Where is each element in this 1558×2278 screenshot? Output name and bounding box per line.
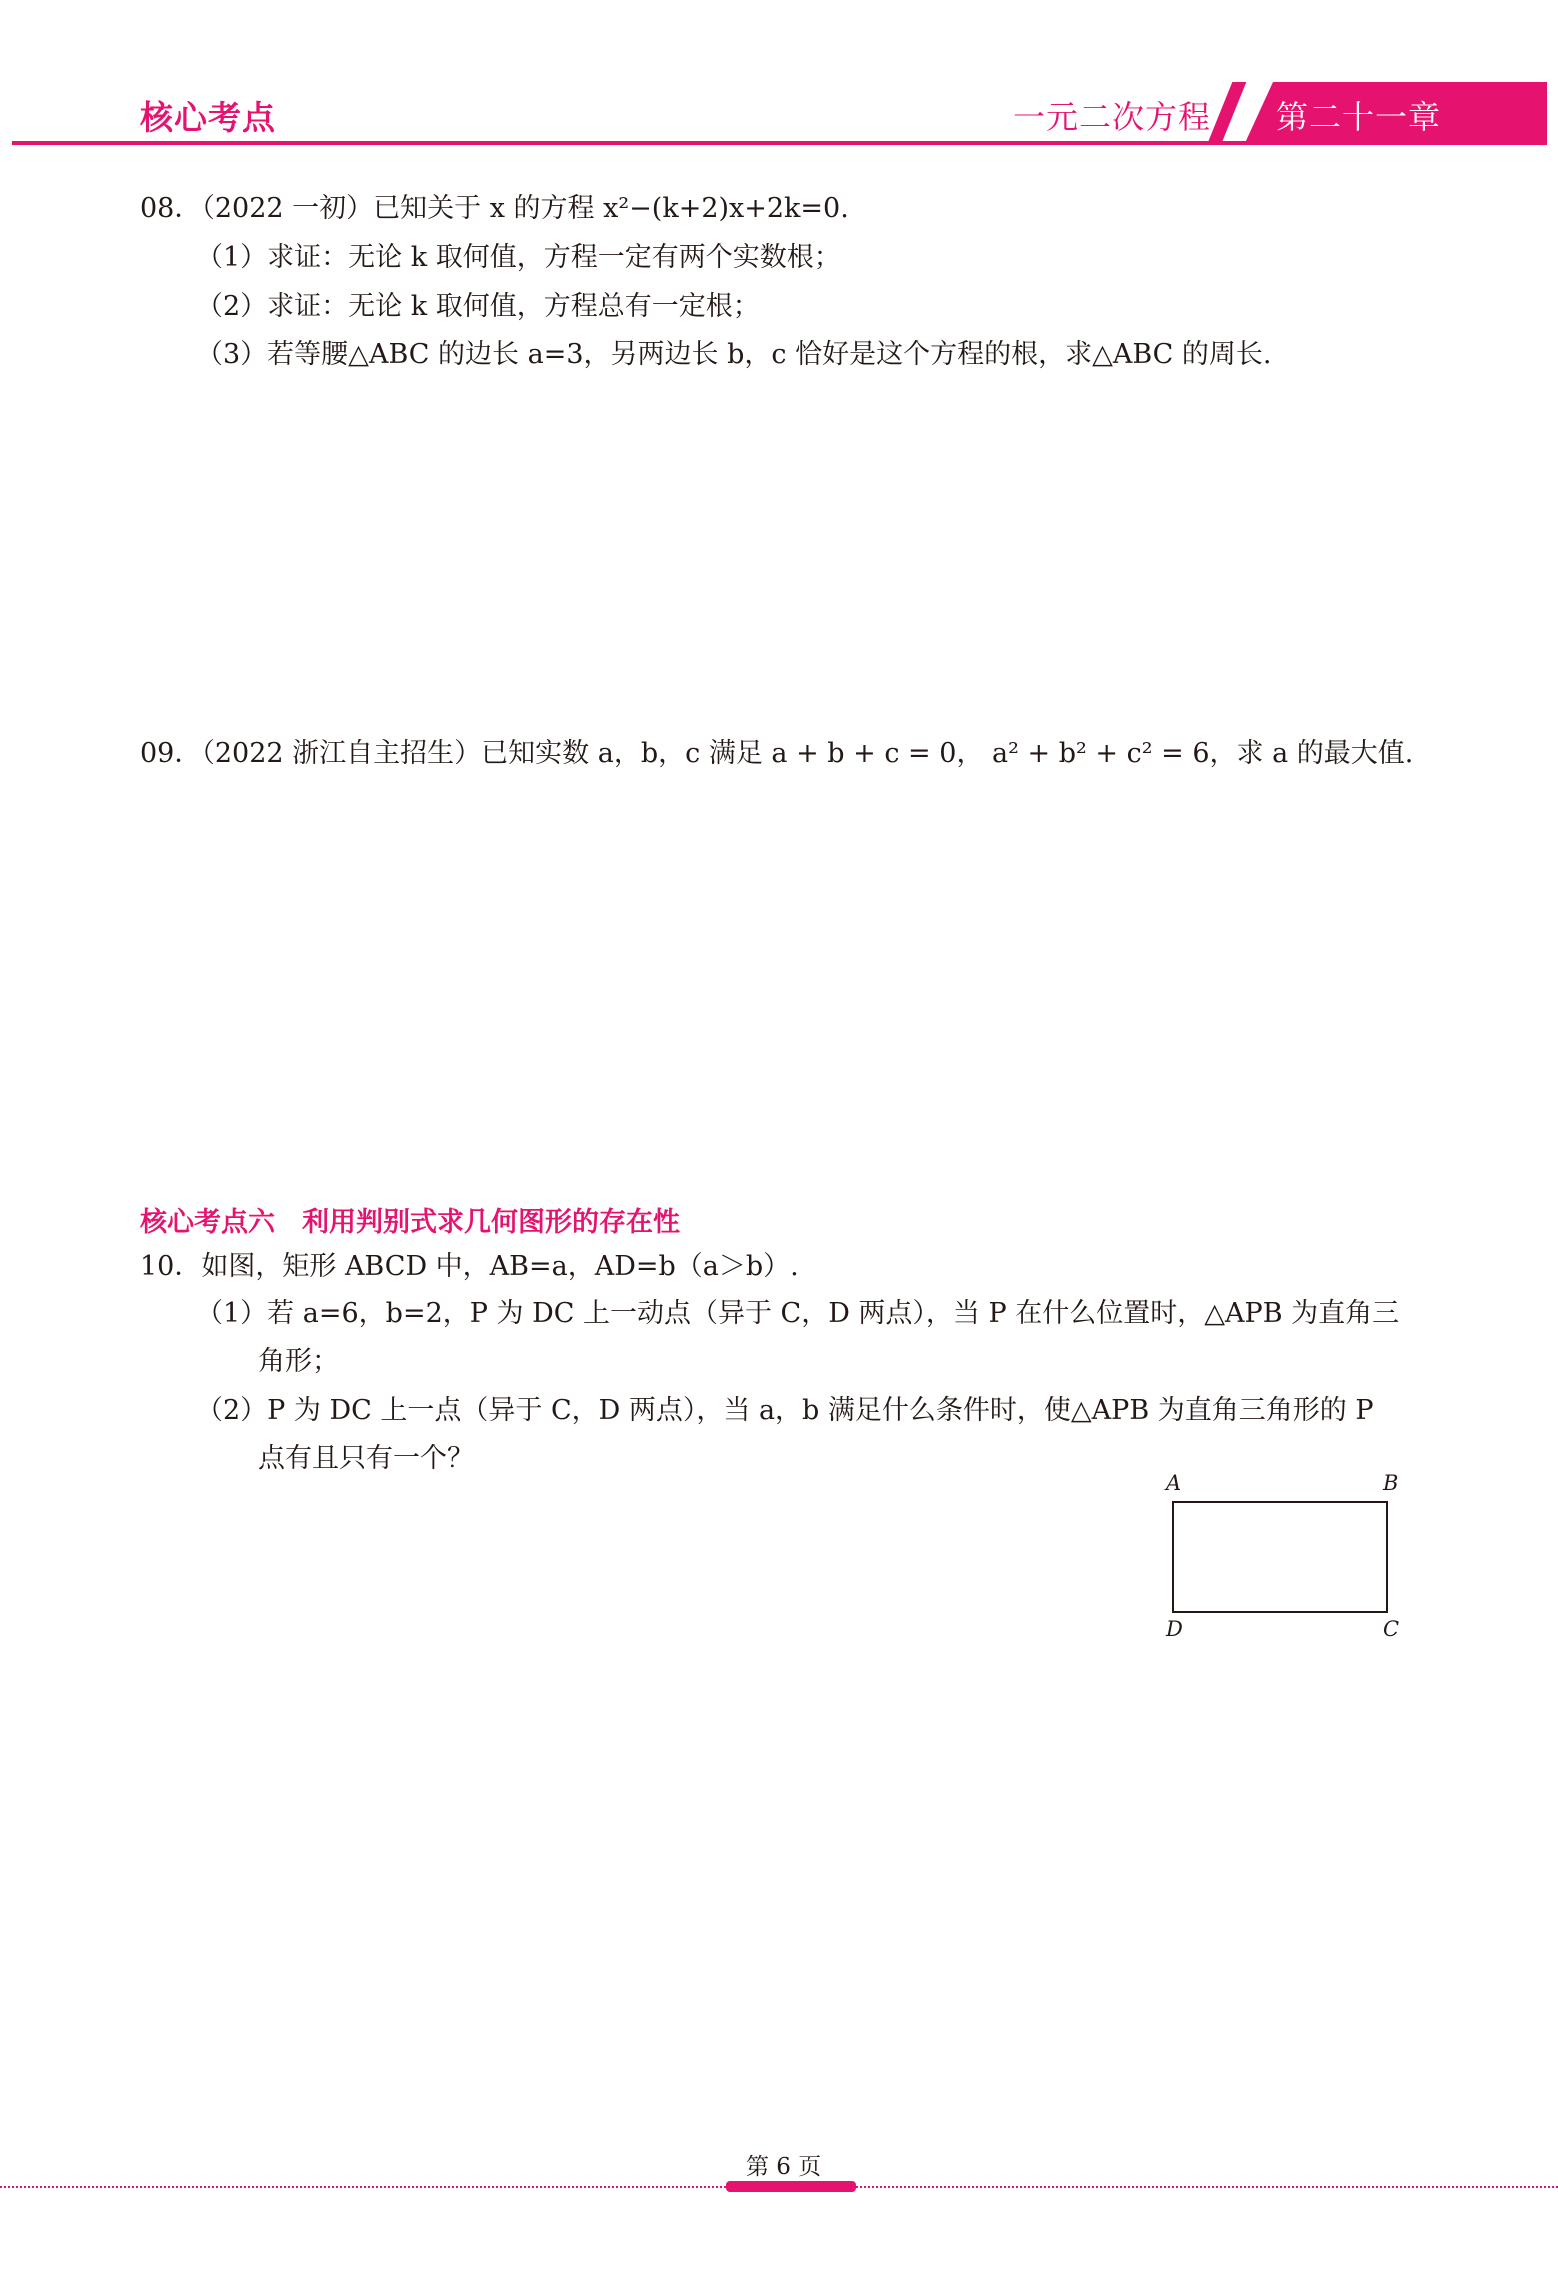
q08-stem: 08．（2022 一初）已知关于 x 的方程 x²−(k+2)x+2k=0.	[140, 193, 849, 224]
q08-part1: （1）求证：无论 k 取何值，方程一定有两个实数根；	[196, 242, 841, 273]
q08-part3: （3）若等腰△ABC 的边长 a=3，另两边长 b，c 恰好是这个方程的根，求△ABC 的周长.	[196, 339, 1272, 370]
q10-part2-line2: 点有且只有一个？	[258, 1443, 474, 1474]
header-left-title: 核心考点	[140, 98, 276, 137]
q09-stem: 09．（2022 浙江自主招生）已知实数 a，b，c 满足 a + b + c = 0， a² + b² + c² = 6，求 a 的最大值.	[140, 738, 1414, 769]
q10-part2-line1: （2）P 为 DC 上一点（异于 C，D 两点），当 a，b 满足什么条件时，使△APB 为直角三角形的 P	[196, 1395, 1374, 1426]
q10-stem: 10．如图，矩形 ABCD 中，AB=a，AD=b（a＞b）.	[140, 1251, 799, 1282]
label-a: A	[1166, 1471, 1182, 1495]
section-title: 核心考点六 利用判别式求几何图形的存在性	[140, 1207, 680, 1238]
label-d: D	[1166, 1617, 1183, 1641]
q10-part1-line2: 角形；	[258, 1346, 339, 1377]
header-slash-decoration	[1208, 82, 1247, 143]
q08-part2: （2）求证：无论 k 取何值，方程总有一定根；	[196, 291, 760, 322]
header-rule	[12, 141, 1547, 145]
label-b: B	[1383, 1471, 1399, 1495]
rectangle-abcd	[1172, 1501, 1388, 1613]
header-topic: 一元二次方程	[1013, 98, 1212, 136]
q10-part1-line1: （1）若 a=6，b=2，P 为 DC 上一动点（异于 C，D 两点），当 P 在什么位置时，△APB 为直角三	[196, 1298, 1400, 1329]
footer-accent-bar	[726, 2181, 856, 2192]
header-chapter: 第二十一章	[1276, 98, 1442, 136]
label-c: C	[1383, 1617, 1400, 1641]
rectangle-figure	[1160, 1465, 1420, 1645]
page-number: 第 6 页	[746, 2154, 822, 2180]
